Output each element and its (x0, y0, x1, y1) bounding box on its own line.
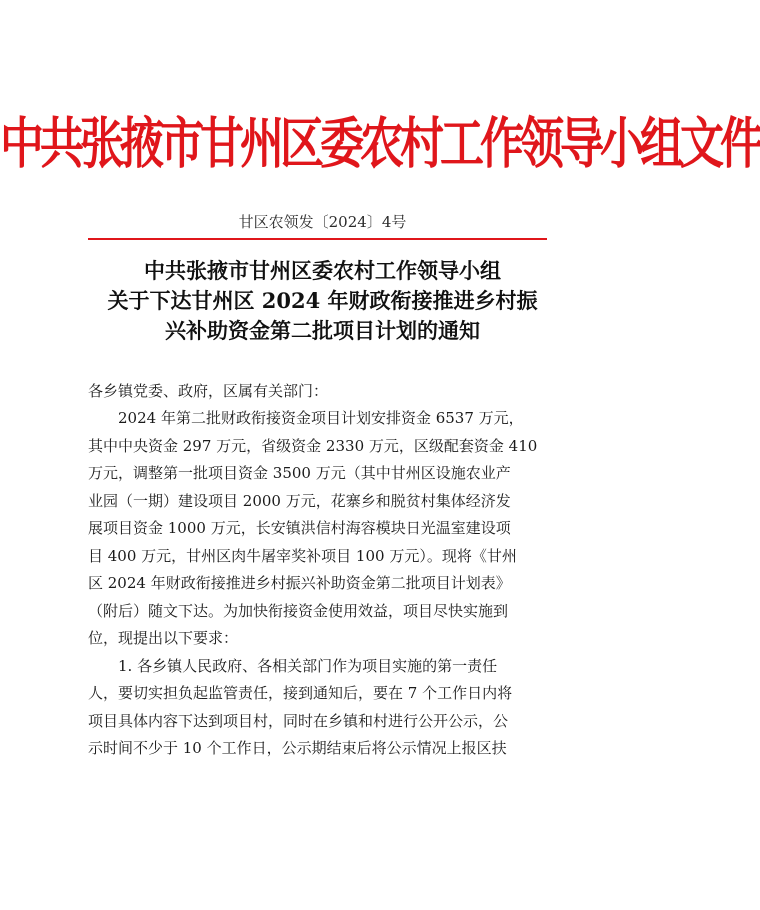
notice-title-line: 兴补助资金第二批项目计划的通知 (165, 318, 480, 343)
body-line: 示时间不少于 10 个工作日，公示期结束后将公示情况上报区扶 (88, 739, 507, 757)
body-line: （附后）随文下达。为加快衔接资金使用效益，项目尽快实施到 (88, 601, 509, 620)
body-line: 业园（一期）建设项目 2000 万元，花寨乡和脱贫村集体经济发 (88, 491, 511, 510)
body-line: 项目具体内容下达到项目村，同时在乡镇和村进行公开公示，公 (88, 711, 509, 730)
salutation: 各乡镇党委、政府，区属有关部门： (88, 382, 329, 400)
body-line: 展项目资金 1000 万元，长安镇洪信村海容模块日光温室建设项 (88, 519, 511, 537)
body-line: 2024 年第二批财政衔接资金项目计划安排资金 6537 万元， (118, 409, 524, 427)
body-line: 位，现提出以下要求： (88, 629, 239, 647)
masthead-title: 中共张掖市甘州区委农村工作领导小组文件 (0, 112, 760, 177)
body-line: 其中中央资金 297 万元，省级资金 2330 万元，区级配套资金 410 (88, 436, 538, 455)
body-text (88, 405, 568, 763)
notice-title-line: 中共张掖市甘州区委农村工作领导小组 (144, 258, 501, 283)
body-line: 1. 各乡镇人民政府、各相关部门作为项目实施的第一责任 (118, 656, 498, 675)
notice-title (60, 256, 585, 346)
body-line: 人，要切实担负起监管责任，接到通知后，要在 7 个工作日内将 (88, 684, 513, 702)
red-separator-line (88, 238, 547, 240)
body-line: 万元，调整第一批项目资金 3500 万元（其中甘州区设施农业产 (88, 464, 511, 482)
body-line: 目 400 万元，甘州区肉牛屠宰奖补项目 100 万元）。现将《甘州 (88, 546, 517, 565)
notice-title-line: 关于下达甘州区 2024 年财政衔接推进乡村振 (107, 288, 538, 313)
body-line: 区 2024 年财政衔接推进乡村振兴补助资金第二批项目计划表》 (88, 574, 511, 592)
document-number: 甘区农领发〔2024〕4号 (238, 213, 407, 231)
